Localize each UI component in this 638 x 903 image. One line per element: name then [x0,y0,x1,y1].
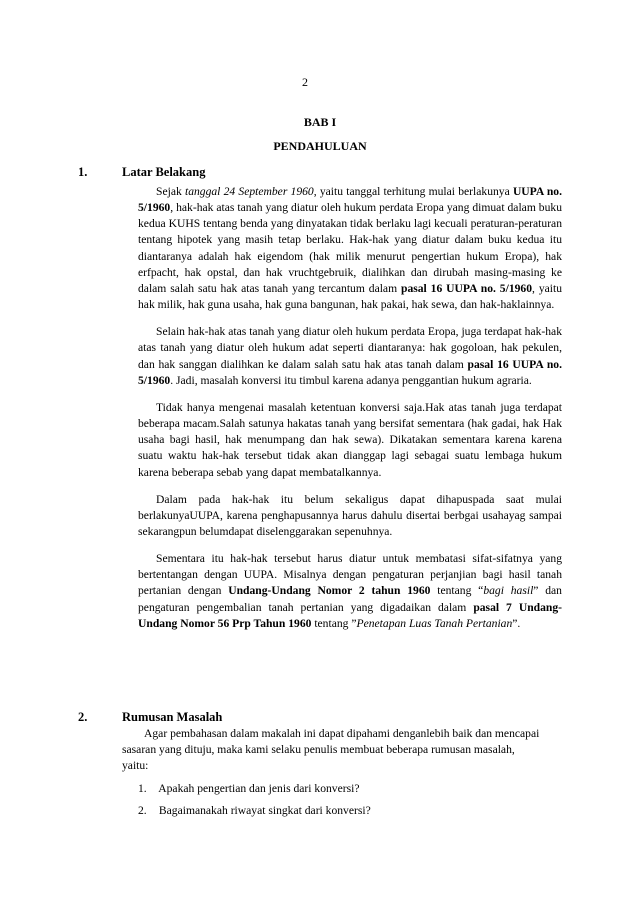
italic-text: tanggal 24 September 1960 [184,185,314,198]
italic-text: bagi hasil [483,584,534,598]
paragraph [138,324,562,389]
text-run: ”. [512,616,521,630]
section-title: Rumusan Masalah [122,710,223,724]
question-number: 1. [138,782,147,795]
section-number: 2. [78,710,88,724]
page-number: 2 [302,75,308,89]
text-run: , hak-hak atas tanah yang diatur oleh hukum perdata Eropa yang dimuat dalam buku kedua KUHS tentang benda yang dinyatakan tidak berlaku lagi kecuali peraturan-peraturan tentang hipotek yang masih tetap berlaku. Hak-hak yang diatur dalam buku kedua itu diantaranya adalah hak eigendom (hak milik menurut pengertian hukum Eropa), hak erfpacht, hak opstal, dan hak vruchtgebruik, dialihkan dan dirubah masing-masing ke dalam salah satu hak atas tanah yang tercantum dalam [138,201,562,295]
text-run: Tidak hanya mengenai masalah ketentuan konversi saja.Hak atas tanah juga terdapat beberapa macam.Salah satunya hakatas tanah yang bersifat sementara (hak gadai, hak Hak usaha bagi hasil, hak menumpang dan hak sewa). Dikatakan sementara karena karena suatu waktu hak-hak tersebut tidak akan dianggap lagi sebagai suatu lembaga hukum karena beberapa sebab yang dapat membatalkannya. [138,400,562,479]
text-run: tentang “ [430,584,484,598]
paragraph [138,400,562,481]
question-text: Bagaimanakah riwayat singkat dari konversi? [158,804,371,817]
text-run: Sejak [156,185,185,198]
chapter-title: PENDAHULUAN [273,139,367,153]
text-run: , yaitu hak milik, hak guna usaha, hak guna bangunan, hak pakai, hak sewa, dan hak-haklainnya. [138,281,562,312]
text-run: Selain hak-hak atas tanah yang diatur oleh hukum perdata Eropa, juga terdapat hak-hak atas tanah yang diatur oleh hukum adat seperti diantaranya: hak gogoloan, hak pekulen, dan hak sanggan dialihkan ke dalam salah satu hak atas tanah dalam [138,325,562,371]
bold-text: pasal 16 UUPA no. 5/1960 [138,357,562,387]
text-run: Sementara itu hak-hak tersebut harus diatur untuk membatasi sifat-sifatnya yang bertentangan dengan UUPA. Misalnya dengan pengaturan perjanjian bagi hasil tanah pertanian dengan [138,552,562,598]
question-item [138,782,359,795]
bold-text: pasal 16 UUPA no. 5/1960 [401,281,533,295]
bold-text: pasal 7 Undang-Undang Nomor 56 Prp Tahun 1960 [138,600,562,630]
paragraph [138,184,562,313]
text-run: tentang ” [311,616,357,630]
question-number: 2. [138,804,147,817]
section-number: 1. [78,165,88,179]
italic-text: Penetapan Luas Tanah Pertanian [356,616,513,630]
section-1-body [138,184,562,643]
bold-text: UUPA no. 5/1960 [138,185,562,215]
paragraph [138,492,562,540]
text-run: ” dan pengaturan pengembalian tanah pertanian yang digadaikan dalam [138,584,562,614]
paragraph [138,551,562,632]
chapter-label: BAB I [303,115,337,129]
section-2-intro: Agar pembahasan dalam makalah ini dapat dipahami denganlebih baik dan mencapai sasaran yang dituju, maka kami selaku penulis membuat beberapa rumusan masalah, yaitu: [122,727,540,773]
text-run: , yaitu tanggal terhitung mulai berlakunya [313,185,513,198]
text-run: Dalam pada hak-hak itu belum sekaligus dapat dihapuspada saat mulai berlakunyaUUPA, karena penghapusannya harus dahulu disertai berbgai usahayag sampai sekarangpun belumdapat diselenggarakan sepenuhnya. [138,492,562,538]
question-item [138,804,371,817]
question-text: Apakah pengertian dan jenis dari konversi? [158,782,360,795]
bold-text: Undang-Undang Nomor 2 tahun 1960 [228,584,431,598]
section-title: Latar Belakang [122,165,206,179]
text-run: . Jadi, masalah konversi itu timbul karena adanya penggantian hukum agraria. [170,373,532,387]
